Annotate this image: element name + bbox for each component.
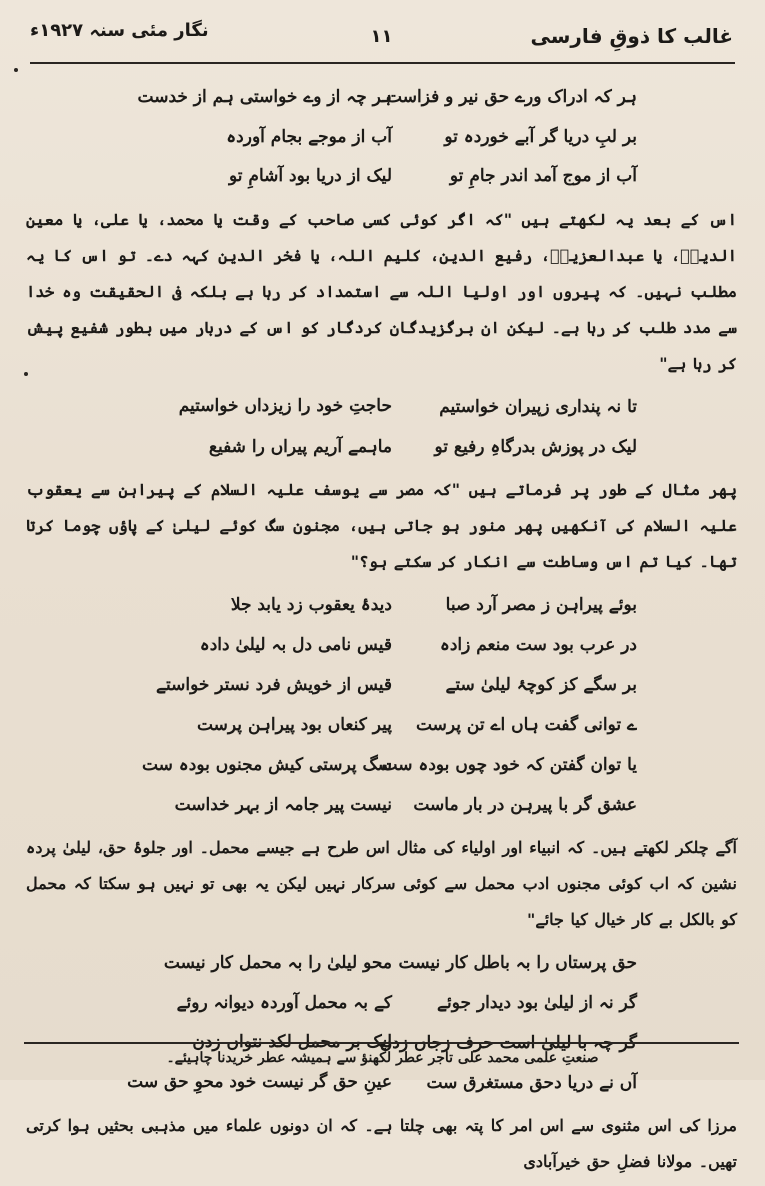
verse-line: ہر کہ ادراک ورے حق نیر و فزاست — [386, 87, 637, 107]
verse-couplet — [26, 586, 737, 626]
footer-rule — [24, 1042, 739, 1044]
verse-couplet — [26, 984, 737, 1024]
verse-line: بر لبِ دریا گر آبے خوردہ تو — [444, 127, 637, 147]
verse-line: پیر کنعاں بود پیراہن پرست — [196, 715, 392, 735]
page-number: ۱۱ — [370, 26, 393, 47]
verse-couplet — [26, 626, 737, 666]
verse-line: آب از موجے بجام آوردہ — [226, 127, 392, 147]
verse-line: ماہمے آریم پیراں را شفیع — [208, 437, 392, 457]
verse-couplet — [26, 944, 737, 984]
verse-line: یا توان گفتن کہ خود چوں بودہ ست — [381, 755, 637, 775]
verse-line: حق پرستاں را بہ باطل کار نیست — [398, 953, 637, 973]
verse-line: عینِ حق گر نیست خود محوِ حق ست — [127, 1072, 392, 1092]
article-body — [26, 78, 737, 1186]
verse-line: لیک بر محمل لکد نتواں زدن — [192, 1032, 392, 1052]
verse-line: تا نہ پنداری زپیران خواستیم — [439, 397, 637, 417]
verse-line: لیک در پوزش بدرگاہِ رفیع تو — [434, 437, 637, 457]
verse-couplet — [26, 706, 737, 746]
verse-couplet — [26, 666, 737, 706]
verse-line: کے بہ محمل آوردہ دیوانہ روئے — [176, 993, 392, 1013]
prose-paragraph: مرزا کی اس مثنوی سے اس امر کا پتہ بھی چلتا ہے۔ کہ ان دونوں علماء میں مذہبی بحثیں ہوا کرتی تھیں۔ مولانا فضلِ حق خیرآبادی — [26, 1116, 738, 1171]
verse-line: محو لیلیٰ را بہ محمل کار نیست — [163, 953, 392, 973]
verse-line: گر چہ با لیلیٰ است حرف زجاں زدن — [379, 1033, 637, 1053]
verse-couplet — [26, 388, 737, 428]
running-title: غالب کا ذوقِ فارسی — [530, 24, 733, 48]
verse-line: بر سگے کز کوچۂ لیلیٰ ستے — [445, 675, 637, 695]
verse-couplet — [26, 78, 737, 118]
footer-advert: صنعتِ علمی محمد علی تاجر عطر لکھنؤ سے ہمیشہ عطر خریدنا چاہیئے۔ — [166, 1050, 599, 1066]
verse-line: ے توانی گفت ہاں اے تن پرست — [415, 715, 637, 735]
verse-couplet — [26, 118, 737, 158]
verse-line: آں نے دریا دحق مستغرق ست — [426, 1073, 637, 1093]
verse-line: عشق گر با پیرہن در بار ماست — [413, 795, 637, 815]
verse-line: سگ پرستی کیش مجنوں بودہ ست — [141, 755, 392, 775]
verse-line: گر نہ از لیلیٰ بود دیدار جوئے — [437, 993, 637, 1013]
verse-line: قیس از خویش فرد نستر خواستے — [156, 675, 392, 695]
verse-line: قیس نامی دل بہ لیلیٰ دادہ — [199, 635, 392, 655]
prose-paragraph: آگے چلکر لکھتے ہیں۔ کہ انبیاء اور اولیاء کی مثال اس طرح ہے جیسے محمل۔ اور جلوۂ حق، لیلیٰ پردہ نشین کہ اب کوئی مجنوں ادب محمل سے کوئی سرکار نہیں لیکن یہ بھی تو نہیں ہو سکتا کہ محمل کو بالکل بے کار خیال کیا جائے" — [26, 838, 737, 929]
issue-date: نگار مئی سنہ ۱۹۲۷ء — [30, 20, 209, 41]
verse-couplet — [26, 746, 737, 786]
verse-line: حاجتِ خود را زیزداں خواستیم — [178, 396, 392, 416]
verse-line: ہر چہ از وے خواستی ہم از خدست — [137, 87, 392, 107]
verse-line: آب از موج آمد اندر جامِ تو — [449, 166, 637, 186]
verse-line: دیدۂ یعقوب زد یابد جلا — [230, 595, 392, 615]
verse-line: نیست پیر جامہ از بہر خداست — [174, 795, 392, 815]
verse-line: بوئے پیراہن ز مصر آرد صبا — [445, 595, 637, 615]
ink-speck — [14, 68, 18, 72]
verse-line: لیک از دریا بود آشامِ تو — [228, 166, 392, 186]
verse-couplet — [26, 786, 737, 826]
verse-couplet — [26, 428, 737, 468]
prose-paragraph: اس کے بعد یہ لکھتے ہیں "کہ اگر کوئی کسی صاحب کے وقت یا محمد، یا علی، یا معین الدینؒ، یا عبدالعزیزؒ، رفیع الدین، کلیم اللہ، یا فخر الدین کہہ دے۔ تو اس کا یہ مطلب نہیں۔ کہ پیروں اور اولیا اللہ سے استمداد کر رہا ہے بلکہ فی الحقیقت وہ خدا سے مدد طلب کر رہا ہے۔ لیکن ان برگزیدگان کردگار کو اس کے دربار میں بطور شفیع پیش کر رہا ہے" — [26, 210, 737, 373]
page-header — [30, 14, 733, 58]
verse-couplet — [26, 158, 737, 198]
header-rule — [30, 62, 735, 64]
prose-paragraph: پھر مثال کے طور پر فرماتے ہیں "کہ مصر سے یوسف علیہ السلام کے پیراہن سے یعقوب علیہ السلام کی آنکھیں پھر منور ہو جاتی ہیں، مجنون سگ کوئے لیلیٰ کے پاؤں چوما کرتا تھا۔ کیا تم اس وساطت سے انکار کر سکتے ہو؟" — [26, 480, 737, 571]
verse-line: در عرب بود ست منعم زادہ — [439, 635, 637, 655]
verse-couplet — [26, 1064, 737, 1104]
